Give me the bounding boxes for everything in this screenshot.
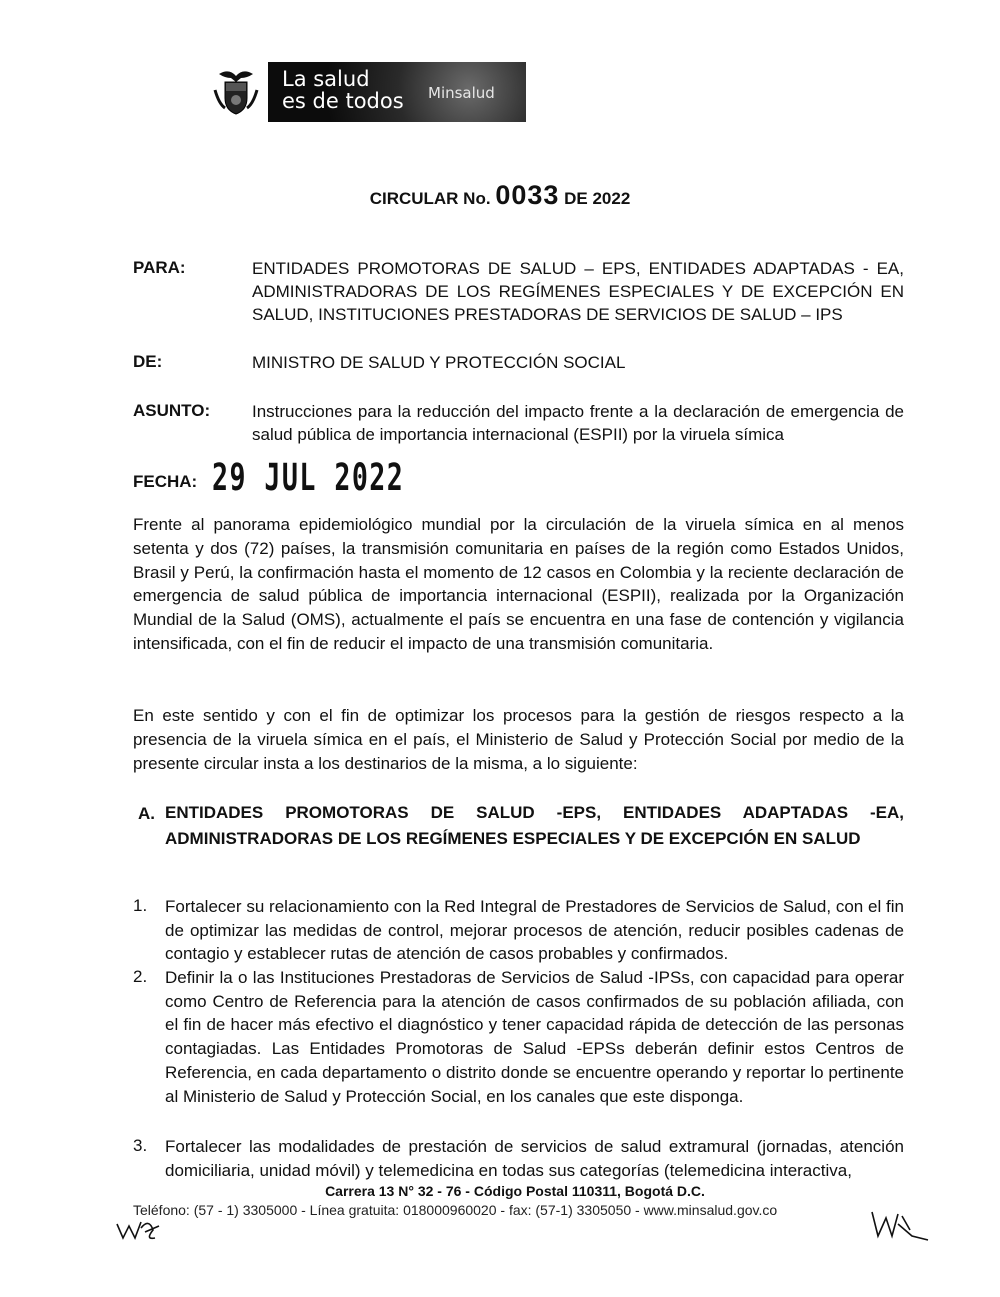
logo-slogan: La salud es de todos <box>282 67 404 113</box>
asunto-label: ASUNTO: <box>133 401 211 420</box>
de-text: MINISTRO DE SALUD Y PROTECCIÓN SOCIAL <box>252 353 626 372</box>
asunto-text: Instrucciones para la reducción del impacto frente a la declaración de emergencia de salud pública de importancia internacional (ESPII) por la viruela símica <box>252 402 904 444</box>
circular-prefix: CIRCULAR No. <box>369 189 491 208</box>
initials-right-signature <box>868 1208 932 1249</box>
body-paragraph-2: En este sentido y con el fin de optimizar los procesos para la gestión de riesgos respecto a la presencia de la viruela símica en el país, el Ministerio de Salud y Protección Social por medio de la presente circular insta a los destinarios de la misma, a lo siguiente: <box>133 706 904 773</box>
footer-contact: Teléfono: (57 - 1) 3305000 - Línea gratuita: 018000960020 - fax: (57-1) 3305050 - www.minsalud.gov.co <box>133 1202 778 1218</box>
fecha-label: FECHA: <box>133 472 198 491</box>
minsalud-logo <box>268 62 526 122</box>
circular-number-line <box>0 180 1000 211</box>
list-item-number: 1. <box>133 896 148 915</box>
list-item: Fortalecer su relacionamiento con la Red Integral de Prestadores de Servicios de Salud, con el fin de optimizar las medidas de control, mejorar procesos de atención, reducir posibles cadenas de contagio y establecer rutas de atención de casos probables y confirmados. <box>165 897 904 964</box>
fecha-stamp: 29 JUL 2022 <box>212 456 405 499</box>
list-item: Definir la o las Instituciones Prestadoras de Servicios de Salud -IPSs, con capacidad para operar como Centro de Referencia para la atención de casos confirmados de su población afiliada, con el fin de hacer más efectivo el diagnóstico y tener capacidad rápida de detección de las personas contagiadas. Las Entidades Promotoras de Salud -EPSs deberán definir estos Centros de Referencia, en cada departamento o distrito donde se encuentre operando y reportar lo pertinente al Ministerio de Salud y Protección Social, en los canales que este disponga. <box>165 968 904 1106</box>
initials-left-signature <box>115 1214 163 1249</box>
list-item-number: 3. <box>133 1136 148 1155</box>
de-label: DE: <box>133 352 163 371</box>
circular-suffix: DE 2022 <box>564 189 631 208</box>
list-item-number: 2. <box>133 967 148 986</box>
section-a-title: ENTIDADES PROMOTORAS DE SALUD -EPS, ENTIDADES ADAPTADAS -EA, ADMINISTRADORAS DE LOS REGÍMENES ESPECIALES Y DE EXCEPCIÓN EN SALUD <box>165 803 904 848</box>
circular-number: 0033 <box>495 180 560 210</box>
para-text: ENTIDADES PROMOTORAS DE SALUD – EPS, ENTIDADES ADAPTADAS - EA, ADMINISTRADORAS DE LOS REGÍMENES ESPECIALES Y DE EXCEPCIÓN EN SALUD, INSTITUCIONES PRESTADORAS DE SERVICIOS DE SALUD – IPS <box>252 259 904 324</box>
colombia-coat-of-arms-icon <box>211 66 261 118</box>
section-a-letter: A. <box>138 804 155 823</box>
logo-brand: Minsalud <box>428 84 495 102</box>
para-label: PARA: <box>133 258 186 277</box>
list-item: Fortalecer las modalidades de prestación de servicios de salud extramural (jornadas, atención domiciliaria, unidad móvil) y telemedicina en todas sus categorías (telemedicina interactiva, <box>165 1137 904 1180</box>
body-paragraph-1: Frente al panorama epidemiológico mundial por la circulación de la viruela símica en al menos setenta y dos (72) países, la transmisión comunitaria en países de la región como Estados Unidos, Brasil y Perú, la confirmación hasta el momento de 12 casos en Colombia y la reciente declaración de emergencia de salud pública de importancia internacional (ESPII), realizada por la Organización Mundial de la Salud (OMS), actualmente el país se encuentra en una fase de contención y vigilancia intensificada, con el fin de reducir el impacto de una transmisión comunitaria. <box>133 515 904 653</box>
footer-address: Carrera 13 N° 32 - 76 - Código Postal 110311, Bogotá D.C. <box>325 1183 705 1199</box>
